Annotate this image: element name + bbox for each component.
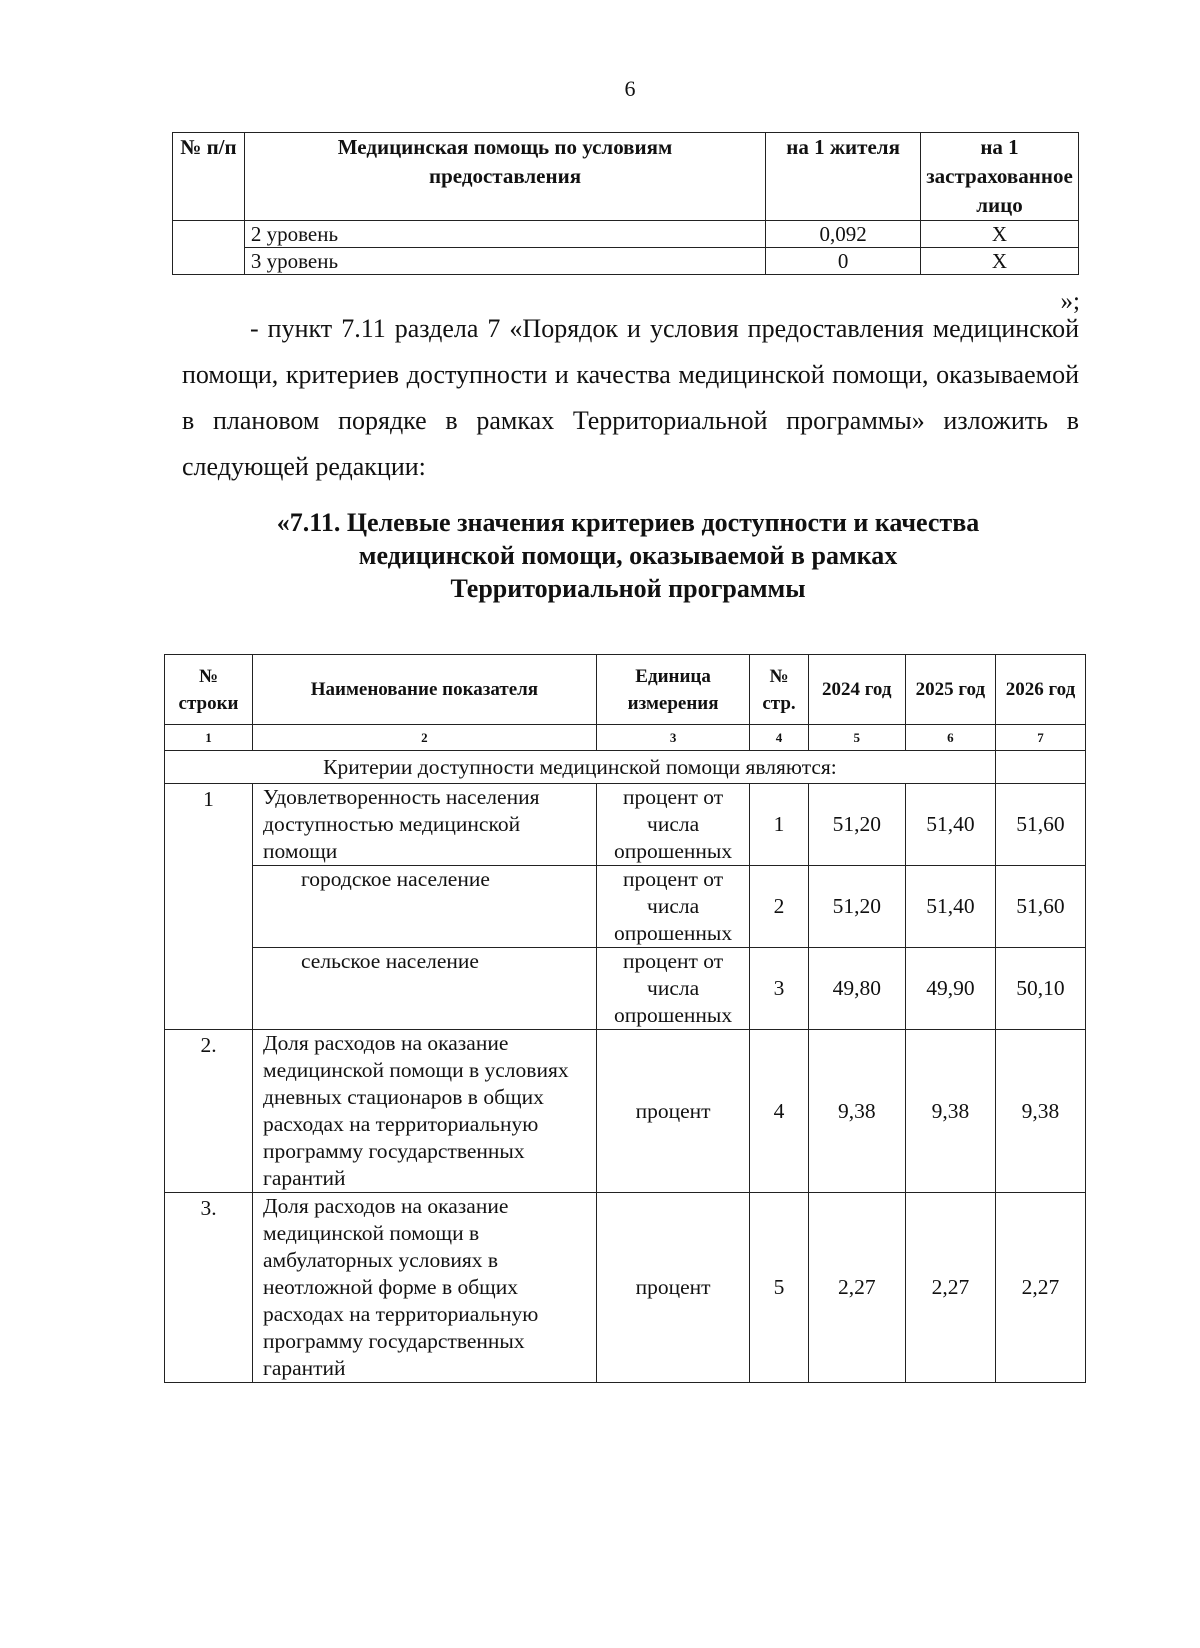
column-index: 1 <box>165 725 253 751</box>
line-number: 1 <box>750 784 808 866</box>
row-number: 2. <box>165 1030 253 1193</box>
table-row <box>173 248 1079 275</box>
per-resident-value: 0 <box>766 248 921 275</box>
section-heading <box>172 506 1084 605</box>
col-header-row-number: № строки <box>165 655 253 725</box>
column-index: 5 <box>808 725 905 751</box>
level-label: 3 уровень <box>244 248 765 275</box>
value-2024: 2,27 <box>808 1193 905 1383</box>
closing-quote: »; <box>1060 288 1080 315</box>
table-header-row <box>173 133 1079 221</box>
column-index: 2 <box>253 725 597 751</box>
value-2025: 51,40 <box>905 866 995 948</box>
value-2026: 9,38 <box>995 1030 1085 1193</box>
indicator-name: Удовлетворенность населения доступностью медицинской помощи <box>253 784 597 866</box>
heading-line: Территориальной программы <box>450 574 806 603</box>
col-header-indicator-name: Наименование показателя <box>253 655 597 725</box>
per-insured-value: Х <box>921 221 1079 248</box>
table-row <box>165 1030 1086 1193</box>
col-header-per-insured: на 1 застрахованное лицо <box>921 133 1079 221</box>
unit: процент от числа опрошенных <box>596 784 750 866</box>
col-header-2026: 2026 год <box>995 655 1085 725</box>
table-row <box>173 221 1079 248</box>
table-row <box>165 866 1086 948</box>
page-number: 6 <box>624 76 636 101</box>
value-2026: 51,60 <box>995 784 1085 866</box>
col-header-number: № п/п <box>173 133 245 221</box>
row-number: 3. <box>165 1193 253 1383</box>
value-2025: 49,90 <box>905 948 995 1030</box>
value-2025: 51,40 <box>905 784 995 866</box>
line-number: 3 <box>750 948 808 1030</box>
per-insured-value: Х <box>921 248 1079 275</box>
value-2024: 51,20 <box>808 784 905 866</box>
column-index: 6 <box>905 725 995 751</box>
col-header-care-conditions: Медицинская помощь по условиям предоставления <box>244 133 765 221</box>
unit: процент от числа опрошенных <box>596 866 750 948</box>
unit: процент <box>596 1030 750 1193</box>
value-2025: 9,38 <box>905 1030 995 1193</box>
indicator-name: сельское население <box>253 948 597 1030</box>
value-2026: 2,27 <box>995 1193 1085 1383</box>
value-2026: 50,10 <box>995 948 1085 1030</box>
table-header-row <box>165 655 1086 725</box>
section-title: Критерии доступности медицинской помощи являются: <box>165 751 996 784</box>
table-row <box>165 784 1086 866</box>
value-2024: 51,20 <box>808 866 905 948</box>
criteria-table <box>164 654 1086 1383</box>
col-header-per-resident: на 1 жителя <box>766 133 921 221</box>
value-2026: 51,60 <box>995 866 1085 948</box>
col-header-line-number: № стр. <box>750 655 808 725</box>
unit: процент от числа опрошенных <box>596 948 750 1030</box>
unit: процент <box>596 1193 750 1383</box>
column-index-row <box>165 725 1086 751</box>
table-row <box>165 948 1086 1030</box>
level-label: 2 уровень <box>244 221 765 248</box>
line-number: 5 <box>750 1193 808 1383</box>
indicator-name: городское население <box>253 866 597 948</box>
indicator-name: Доля расходов на оказание медицинской помощи в амбулаторных условиях в неотложной форме в общих расходах на территориальную программу государственных гарантий <box>253 1193 597 1383</box>
empty-number-cell <box>173 221 245 275</box>
col-header-unit: Единица измерения <box>596 655 750 725</box>
value-2024: 49,80 <box>808 948 905 1030</box>
table-row <box>165 1193 1086 1383</box>
line-number: 4 <box>750 1030 808 1193</box>
empty-cell <box>995 751 1085 784</box>
value-2025: 2,27 <box>905 1193 995 1383</box>
paragraph-text: - пункт 7.11 раздела 7 «Порядок и условия предоставления медицинской помощи, критериев доступности и качества медицинской помощи, оказываемой в плановом порядке в рамках Территориальной программы» изложить в следующей редакции: <box>182 314 1079 481</box>
value-2024: 9,38 <box>808 1030 905 1193</box>
row-number: 1 <box>165 784 253 1030</box>
indicator-name: Доля расходов на оказание медицинской помощи в условиях дневных стационаров в общих расходах на территориальную программу государственных гарантий <box>253 1030 597 1193</box>
section-title-row <box>165 751 1086 784</box>
heading-line: медицинской помощи, оказываемой в рамках <box>358 541 898 570</box>
col-header-2025: 2025 год <box>905 655 995 725</box>
amendment-paragraph <box>182 306 1079 490</box>
care-conditions-table <box>172 132 1079 275</box>
per-resident-value: 0,092 <box>766 221 921 248</box>
column-index: 3 <box>596 725 750 751</box>
heading-line: «7.11. Целевые значения критериев доступности и качества <box>276 508 980 537</box>
column-index: 4 <box>750 725 808 751</box>
column-index: 7 <box>995 725 1085 751</box>
col-header-2024: 2024 год <box>808 655 905 725</box>
line-number: 2 <box>750 866 808 948</box>
